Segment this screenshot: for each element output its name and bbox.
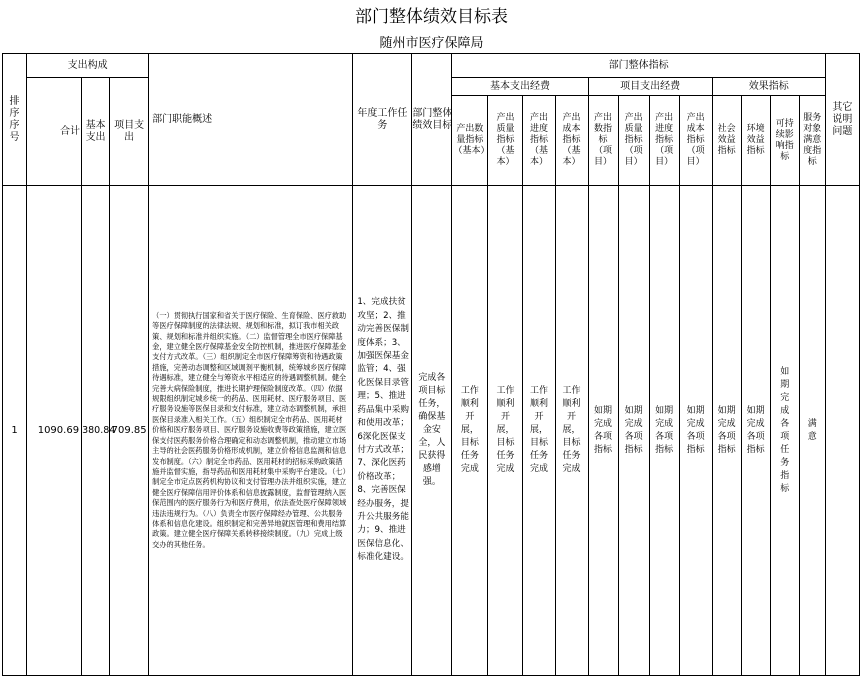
- header-project-qty: 产出数指标（项目）: [588, 96, 618, 186]
- header-project-quality: 产出质量指标（项目）: [618, 96, 649, 186]
- header-basic-progress: 产出进度指标（基本）: [523, 96, 555, 186]
- header-annual-tasks: 年度工作任务: [353, 54, 412, 186]
- header-dept-indicator: 部门整体指标: [452, 54, 825, 78]
- cell-env: 如期完成各项指标: [741, 186, 770, 676]
- cell-sustain: 如期完成各项任务指标: [770, 186, 799, 676]
- cell-project-progress: 如期完成各项指标: [649, 186, 679, 676]
- cell-annual-tasks: 1、完成扶贫攻坚；2、推动完善医保制度体系；3、加强医保基金监管；4、强化医保目录管理；5、推进药品集中采购和使用改革；6深化医保支付方式改革；7、深化医药价格改革；8、完善医保经办服务，提升公共服务能力；9、推进医保信息化、标准化建设。: [353, 186, 412, 676]
- cell-project-qty: 如期完成各项指标: [588, 186, 618, 676]
- cell-project-cost: 如期完成各项指标: [679, 186, 712, 676]
- header-basic-cost: 产出成本指标（基本）: [555, 96, 588, 186]
- header-total: 合计: [27, 78, 82, 186]
- header-other: 其它说明问题: [825, 54, 859, 186]
- header-seq: 排序序号: [3, 54, 27, 186]
- header-basic-quality: 产出质量指标（基本）: [488, 96, 523, 186]
- cell-seq: 1: [3, 186, 27, 676]
- header-social: 社会效益指标: [712, 96, 741, 186]
- cell-dept-target: 完成各项目标任务，确保基金安全，人民获得感增强。: [412, 186, 452, 676]
- department-name: 随州市医疗保障局: [379, 36, 484, 51]
- header-spend-composition: 支出构成: [27, 54, 149, 78]
- cell-social: 如期完成各项指标: [712, 186, 741, 676]
- header-effect-indicator: 效果指标: [712, 78, 825, 96]
- header-project-progress: 产出进度指标（项目）: [649, 96, 679, 186]
- cell-project-quality: 如期完成各项指标: [618, 186, 649, 676]
- header-duty-overview: 部门职能概述: [149, 54, 353, 186]
- performance-table: [2, 53, 860, 676]
- header-basic-spend: 基本支出: [82, 78, 110, 186]
- cell-basic-quality: 工作顺利开展，目标任务完成: [488, 186, 523, 676]
- header-basic-expense: 基本支出经费: [452, 78, 588, 96]
- header-project-expense: 项目支出经费: [588, 78, 712, 96]
- page-title: 部门整体绩效目标表: [355, 7, 508, 27]
- cell-basic: 380.84: [82, 186, 110, 676]
- header-env: 环境效益指标: [741, 96, 770, 186]
- cell-duty-overview: （一）贯彻执行国家和省关于医疗保险、生育保险、医疗救助等医疗保障制度的法律法规、规划和标准，拟订我市相关政策、规划和标准并组织实施。（二）监督管理全市医疗保障基金，建立健全医疗保障基金安全防控机制，推进医疗保障基金支付方式改革。（三）组织制定全市医疗保障筹资和待遇政策措施，完善动态调整和区域调剂平衡机制，统筹城乡医疗保障待遇标准，建立健全与筹资水平相适应的待遇调整机制。健全完善大病保险制度，推进长期护理保险制度改革。（四）依据规限组织制定城乡统一的药品、医用耗材、医疗服务项目、医疗服务设施等医保目录和支付标准，建立动态调整机制，承担医保目录准入相关工作。（五）组织制定全市药品、医用耗材价格和医疗服务项目、医疗服务设施收费等政策措施，建立医保支付医药服务价格合理确定和动态调整机制，推动建立市场主导的社会医药服务价格形成机制，建立价格信息监测和信息发布制度。（六）制定全市药品、医用耗材的招标采购政策措施并监督实施，指导药品和医用耗材集中采购平台建设。（七）制定全市定点医药机构协议和支付管理办法并组织实施，建立健全医疗保障信用评价体系和信息披露制度，监督管理纳入医保范围内的医疗服务行为和医疗费用，依法查处医疗保障领域违法违规行为。（八）负责全市医疗保障经办管理、公共服务体系和信息化建设。组织制定和完善异地就医管理和费用结算政策。建立健全医疗保障关系转移接续制度。（九）完成上级交办的其他任务。: [149, 186, 353, 676]
- header-dept-target: 部门整体绩效目标: [412, 54, 452, 186]
- header-basic-qty: 产出数量指标（基本）: [452, 96, 488, 186]
- cell-total: 1090.69: [27, 186, 82, 676]
- cell-basic-qty: 工作顺利开展，目标任务完成: [452, 186, 488, 676]
- cell-project: 709.85: [110, 186, 149, 676]
- cell-basic-cost: 工作顺利开展，目标任务完成: [555, 186, 588, 676]
- cell-satisfaction: 满意: [799, 186, 825, 676]
- header-project-cost: 产出成本指标（项目）: [679, 96, 712, 186]
- cell-basic-progress: 工作顺利开展，目标任务完成: [523, 186, 555, 676]
- header-project-spend: 项目支出: [110, 78, 149, 186]
- header-sustain: 可持续影响指标: [770, 96, 799, 186]
- cell-other: [825, 186, 859, 676]
- header-satisfaction: 服务对象满意度指标: [799, 96, 825, 186]
